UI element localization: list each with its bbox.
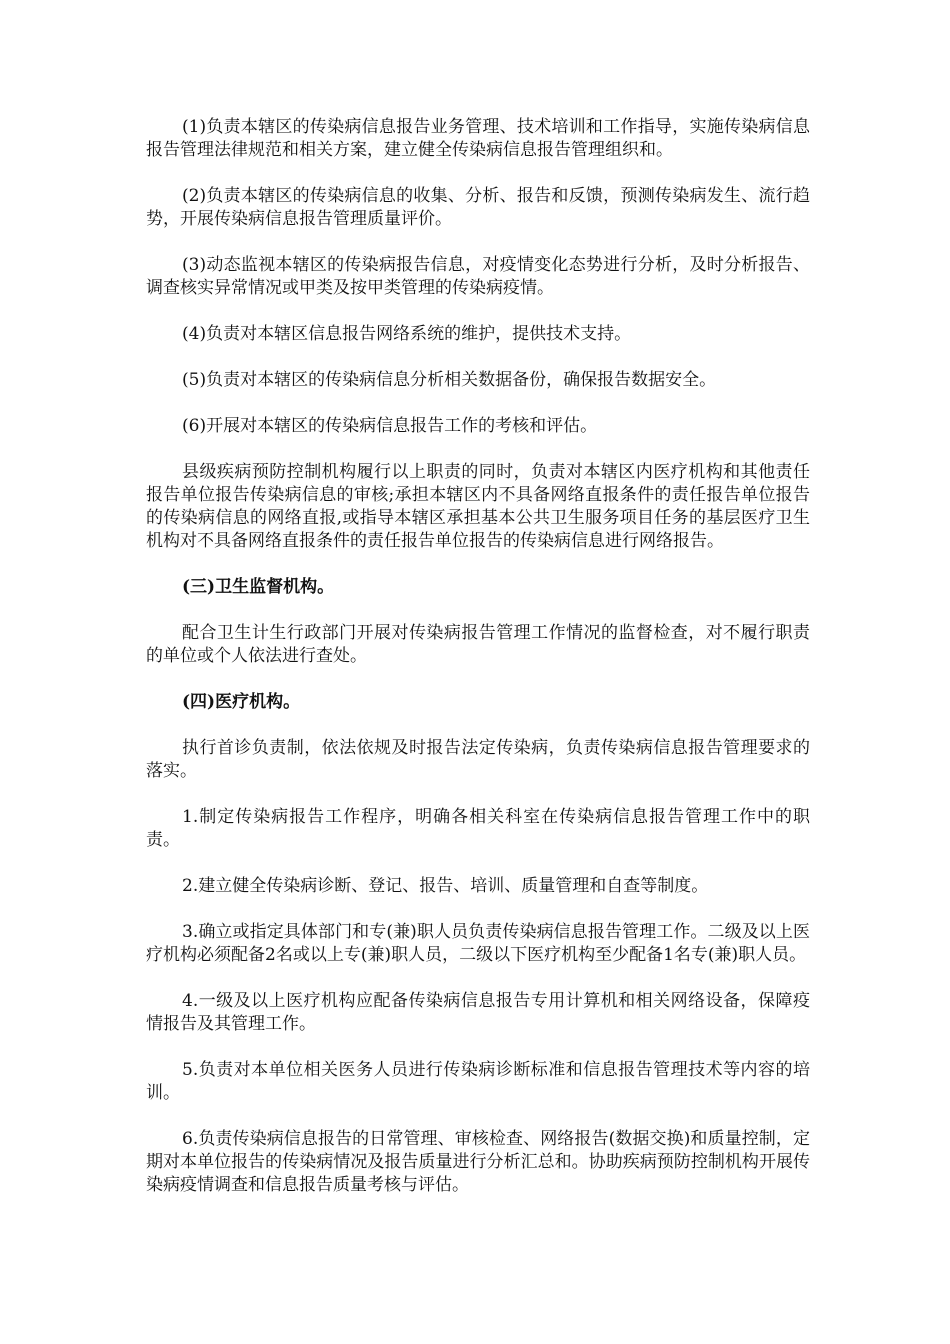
- paragraph-6: (6)开展对本辖区的传染病信息报告工作的考核和评估。: [182, 416, 598, 436]
- paragraph-health-supervision: 配合卫生计生行政部门开展对传染病报告管理工作情况的监督检查，对不履行职责的单位或个人依法进行查处。: [146, 623, 810, 666]
- paragraph-county-cdc: 县级疾病预防控制机构履行以上职责的同时，负责对本辖区内医疗机构和其他责任报告单位报告传染病信息的审核;承担本辖区内不具备网络直报条件的责任报告单位报告的传染病信息的网络直报,或指导本辖区承担基本公共卫生服务项目任务的基层医疗卫生机构对不具备网络直报条件的责任报告单位报告的传染病信息进行网络报告。: [146, 462, 810, 551]
- paragraph-medical-intro: 执行首诊负责制，依法依规及时报告法定传染病，负责传染病信息报告管理要求的落实。: [146, 738, 810, 781]
- paragraph-medical-item-6: 6.负责传染病信息报告的日常管理、审核检查、网络报告(数据交换)和质量控制，定期对本单位报告的传染病情况及报告质量进行分析汇总和。协助疾病预防控制机构开展传染病疫情调查和信息报告质量考核与评估。: [146, 1129, 810, 1195]
- paragraph-2: (2)负责本辖区的传染病信息的收集、分析、报告和反馈，预测传染病发生、流行趋势，开展传染病信息报告管理质量评价。: [146, 186, 810, 229]
- paragraph-1: (1)负责本辖区的传染病信息报告业务管理、技术培训和工作指导，实施传染病信息报告管理法律规范和相关方案，建立健全传染病信息报告管理组织和。: [146, 117, 810, 160]
- paragraph-3: (3)动态监视本辖区的传染病报告信息，对疫情变化态势进行分析，及时分析报告、调查核实异常情况或甲类及按甲类管理的传染病疫情。: [146, 255, 810, 298]
- paragraph-4: (4)负责对本辖区信息报告网络系统的维护，提供技术支持。: [182, 324, 632, 344]
- paragraph-5: (5)负责对本辖区的传染病信息分析相关数据备份，确保报告数据安全。: [182, 370, 717, 390]
- paragraph-medical-item-2: 2.建立健全传染病诊断、登记、报告、培训、质量管理和自查等制度。: [182, 876, 709, 896]
- paragraph-medical-item-1: 1.制定传染病报告工作程序，明确各相关科室在传染病信息报告管理工作中的职责。: [146, 807, 810, 850]
- section-heading-health-supervision: (三)卫生监督机构。: [182, 577, 335, 597]
- paragraph-medical-item-4: 4.一级及以上医疗机构应配备传染病信息报告专用计算机和相关网络设备，保障疫情报告及其管理工作。: [146, 991, 810, 1034]
- paragraph-medical-item-3: 3.确立或指定具体部门和专(兼)职人员负责传染病信息报告管理工作。二级及以上医疗机构必须配备2名或以上专(兼)职人员，二级以下医疗机构至少配备1名专(兼)职人员。: [146, 922, 810, 965]
- section-heading-medical-institutions: (四)医疗机构。: [182, 692, 301, 712]
- document-body: [146, 116, 810, 1220]
- paragraph-medical-item-5: 5.负责对本单位相关医务人员进行传染病诊断标准和信息报告管理技术等内容的培训。: [146, 1060, 810, 1103]
